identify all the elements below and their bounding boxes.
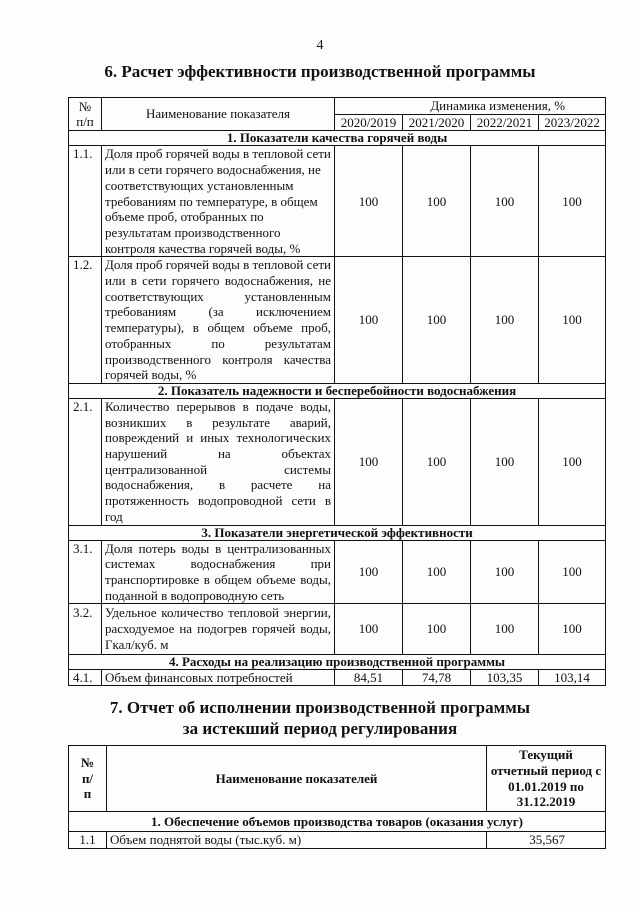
header-num: № п/п <box>69 746 107 812</box>
row-num: 2.1. <box>69 398 102 525</box>
row-value: 100 <box>403 257 471 384</box>
row-value: 100 <box>471 398 539 525</box>
header-name: Наименование показателя <box>102 98 335 131</box>
group-title: 2. Показатель надежности и бесперебойности водоснабжения <box>69 383 606 398</box>
row-num: 3.2. <box>69 604 102 654</box>
row-value: 100 <box>335 540 403 604</box>
row-value: 100 <box>471 604 539 654</box>
row-num: 1.1. <box>69 146 102 257</box>
row-value: 100 <box>471 540 539 604</box>
row-num: 4.1. <box>69 669 102 686</box>
row-value: 100 <box>403 398 471 525</box>
row-value: 100 <box>539 257 606 384</box>
row-num: 1.1 <box>69 832 107 849</box>
row-value: 100 <box>335 604 403 654</box>
row-name: Объем поднятой воды (тыс.куб. м) <box>107 832 487 849</box>
row-value: 100 <box>335 398 403 525</box>
header-dynamics: Динамика изменения, % <box>335 98 606 115</box>
section-7-title <box>0 697 640 739</box>
section-6-title: 6. Расчет эффективности производственной программы <box>104 62 536 81</box>
row-value: 100 <box>539 146 606 257</box>
row-name: Удельное количество тепловой энергии, расходуемое на подогрев горячей воды, Гкал/куб. м <box>102 604 335 654</box>
header-year: 2020/2019 <box>335 114 403 131</box>
row-value: 100 <box>539 398 606 525</box>
header-name: Наименование показателей <box>107 746 487 812</box>
section-7-title-line1: 7. Отчет об исполнении производственной программы <box>109 698 531 717</box>
row-value: 35,567 <box>487 832 606 849</box>
row-value: 100 <box>403 540 471 604</box>
row-value: 100 <box>335 146 403 257</box>
efficiency-table <box>68 97 606 686</box>
section-7-title-line2: за истекший период регулирования <box>182 719 458 738</box>
row-name: Доля проб горячей воды в тепловой сети или в сети горячего водоснабжения, не соответствующих установленным требованиям (за исключением температуры), в общем объеме проб, отобранных по результатам производственного контроля качества горячей воды, % <box>102 257 335 384</box>
group-title: 3. Показатели энергетической эффективности <box>69 525 606 540</box>
row-value: 103,14 <box>539 669 606 686</box>
row-name: Доля потерь воды в централизованных системах водоснабжения при транспортировке в общем объеме воды, поданной в водопроводную сеть <box>102 540 335 604</box>
row-value: 100 <box>471 146 539 257</box>
row-value: 100 <box>539 604 606 654</box>
page-number: 4 <box>316 38 324 53</box>
row-value: 74,78 <box>403 669 471 686</box>
row-value: 100 <box>403 604 471 654</box>
report-table <box>68 745 606 849</box>
row-num: 1.2. <box>69 257 102 384</box>
row-value: 100 <box>471 257 539 384</box>
group-title: 1. Показатели качества горячей воды <box>69 131 606 146</box>
group-title: 1. Обеспечение объемов производства товаров (оказания услуг) <box>69 812 606 832</box>
header-year: 2021/2020 <box>403 114 471 131</box>
row-name: Доля проб горячей воды в тепловой сети или в сети горячего водоснабжения, не соответствующих установленным требованиям по температуре, в общем объеме проб, отобранных по результатам производственного контроля качества горячей воды, % <box>102 146 335 257</box>
header-period: Текущий отчетный период с 01.01.2019 по 31.12.2019 <box>487 746 606 812</box>
header-year: 2022/2021 <box>471 114 539 131</box>
row-value: 100 <box>403 146 471 257</box>
row-value: 100 <box>335 257 403 384</box>
row-value: 103,35 <box>471 669 539 686</box>
row-value: 84,51 <box>335 669 403 686</box>
row-num: 3.1. <box>69 540 102 604</box>
header-num: № п/п <box>69 98 102 131</box>
row-value: 100 <box>539 540 606 604</box>
row-name: Объем финансовых потребностей <box>102 669 335 686</box>
group-title: 4. Расходы на реализацию производственной программы <box>69 654 606 669</box>
header-year: 2023/2022 <box>539 114 606 131</box>
row-name: Количество перерывов в подаче воды, возникших в результате аварий, повреждений и иных технологических нарушений на объектах централизованной системы водоснабжения, в расчете на протяженность водопроводной сети в год <box>102 398 335 525</box>
